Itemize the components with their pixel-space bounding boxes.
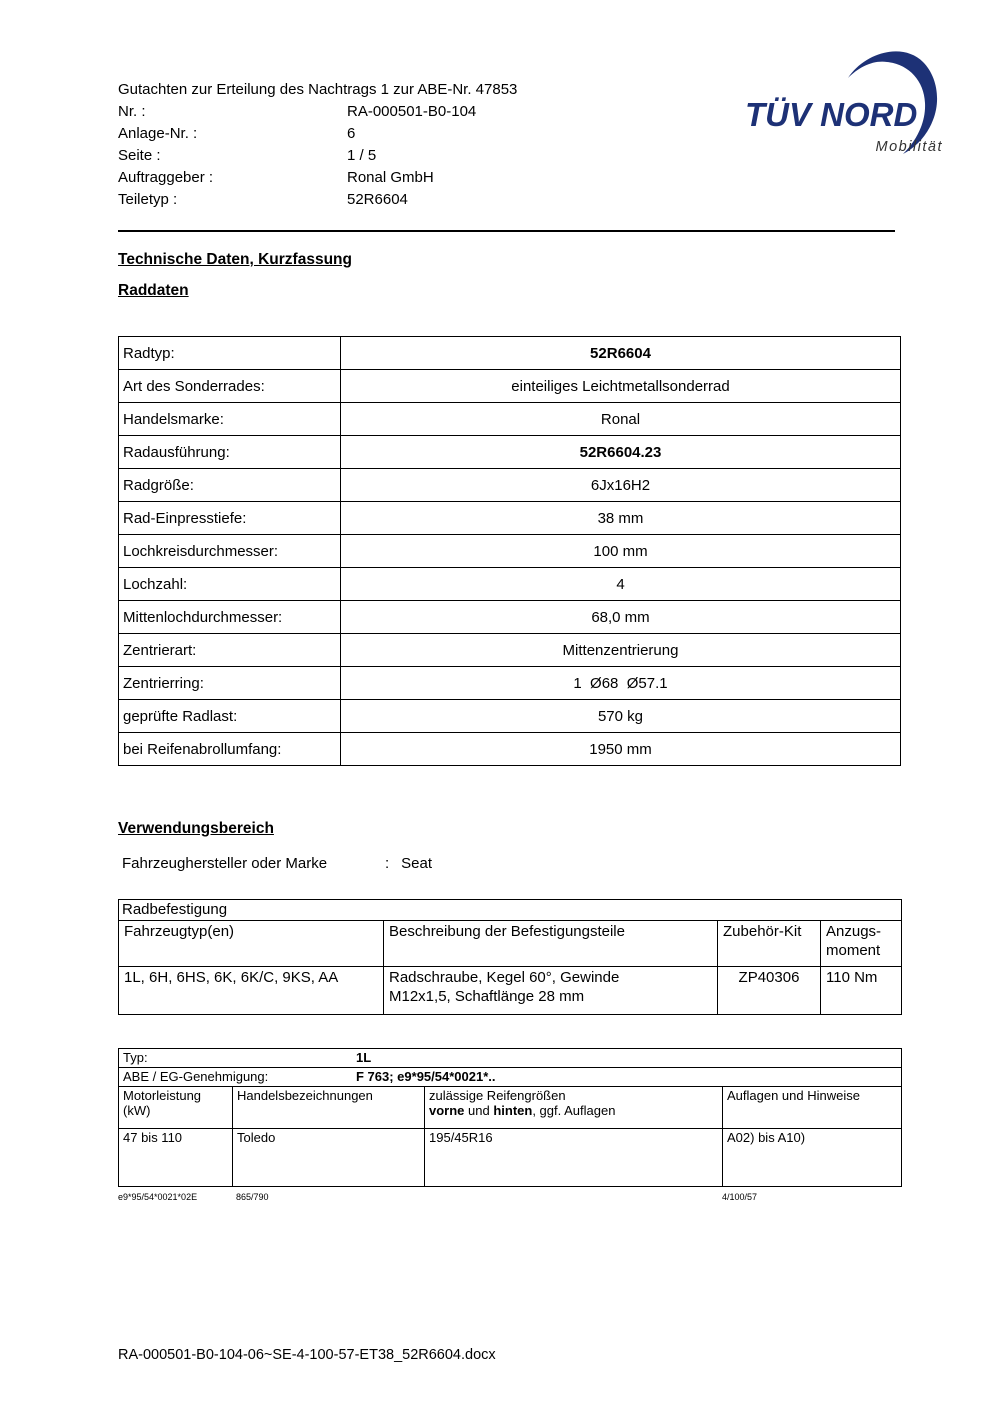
anzugsmoment-line2: moment xyxy=(826,942,881,959)
footnote-mid: 865/790 xyxy=(236,1192,269,1202)
raddaten-value: 52R6604 xyxy=(341,337,901,370)
table-row xyxy=(119,403,901,436)
document-header xyxy=(118,79,517,211)
document-footer-filename: RA-000501-B0-104-06~SE-4-100-57-ET38_52R6604.docx xyxy=(118,1347,496,1363)
field-label-anlage: Anlage-Nr. : xyxy=(118,125,198,142)
reifen-rest: , ggf. Auflagen xyxy=(532,1103,616,1118)
typ-row xyxy=(119,1049,902,1068)
raddaten-value: einteiliges Leichtmetallsonderrad xyxy=(341,370,901,403)
header-field-row xyxy=(118,167,517,189)
table-row xyxy=(119,601,901,634)
raddaten-label: Rad-Einpresstiefe: xyxy=(119,502,341,535)
cell-fahrzeugtyp: 1L, 6H, 6HS, 6K, 6K/C, 9KS, AA xyxy=(119,967,384,1015)
table-header-row xyxy=(119,1087,902,1129)
field-value-teiletyp: 52R6604 xyxy=(347,191,408,208)
reifen-und: und xyxy=(464,1103,494,1118)
raddaten-value: 570 kg xyxy=(341,700,901,733)
raddaten-label: Radtyp: xyxy=(119,337,341,370)
raddaten-value: 68,0 mm xyxy=(341,601,901,634)
logo-brand-text: TÜV NORD xyxy=(745,96,918,133)
field-value-nr: RA-000501-B0-104 xyxy=(347,103,477,120)
anzugsmoment-line1: Anzugs- xyxy=(826,923,882,940)
column-header-beschreibung: Beschreibung der Befestigungsteile xyxy=(384,921,718,967)
logo-tagline: Mobilität xyxy=(875,139,943,155)
reifengroessen-line2 xyxy=(429,1103,718,1118)
table-row xyxy=(119,1129,902,1187)
abe-label: ABE / EG-Genehmigung: xyxy=(123,1069,269,1084)
table-row xyxy=(119,370,901,403)
header-field-row xyxy=(118,123,517,145)
reifen-vorne: vorne xyxy=(429,1103,465,1118)
motorleistung-line1: Motorleistung xyxy=(123,1088,202,1103)
beschreibung-line2: M12x1,5, Schaftlänge 28 mm xyxy=(389,988,585,1005)
raddaten-value: Ronal xyxy=(341,403,901,436)
header-field-row xyxy=(118,189,517,211)
table-row xyxy=(119,502,901,535)
column-header-reifengroessen xyxy=(425,1087,723,1129)
typ-table xyxy=(118,1048,902,1187)
field-label-seite: Seite : xyxy=(118,147,161,164)
table-row xyxy=(119,700,901,733)
raddaten-value: 38 mm xyxy=(341,502,901,535)
field-value-seite: 1 / 5 xyxy=(347,147,377,164)
table-row xyxy=(119,1068,902,1087)
table-row xyxy=(119,900,902,921)
cell-auflagen: A02) bis A10) xyxy=(723,1129,902,1187)
raddaten-label: Radausführung: xyxy=(119,436,341,469)
field-value-anlage: 6 xyxy=(347,125,356,142)
table-row xyxy=(119,337,901,370)
header-field-row xyxy=(118,145,517,167)
column-header-motorleistung xyxy=(119,1087,233,1129)
table-row xyxy=(119,667,901,700)
raddaten-label: bei Reifenabrollumfang: xyxy=(119,733,341,766)
raddaten-value: Mittenzentrierung xyxy=(341,634,901,667)
column-header-fahrzeugtyp: Fahrzeugtyp(en) xyxy=(119,921,384,967)
beschreibung-line1: Radschraube, Kegel 60°, Gewinde xyxy=(389,969,620,986)
hersteller-separator: : xyxy=(385,855,390,872)
column-header-auflagen: Auflagen und Hinweise xyxy=(723,1087,902,1129)
field-value-auftraggeber: Ronal GmbH xyxy=(347,169,434,186)
raddaten-table xyxy=(118,336,901,766)
raddaten-label: geprüfte Radlast: xyxy=(119,700,341,733)
verwendungsbereich-heading: Verwendungsbereich xyxy=(118,820,274,837)
radbefestigung-table xyxy=(118,899,902,1015)
table-row xyxy=(119,436,901,469)
hersteller-value: Seat xyxy=(401,855,433,872)
tuev-nord-logo xyxy=(745,48,945,173)
table-row xyxy=(119,967,902,1015)
table-row xyxy=(119,634,901,667)
raddaten-label: Radgröße: xyxy=(119,469,341,502)
tuev-nord-logo-icon xyxy=(745,48,945,173)
raddaten-label: Zentrierring: xyxy=(119,667,341,700)
radbefestigung-title: Radbefestigung xyxy=(119,900,902,921)
field-label-nr: Nr. : xyxy=(118,103,146,120)
raddaten-value: 4 xyxy=(341,568,901,601)
field-label-auftraggeber: Auftraggeber : xyxy=(118,169,214,186)
table-header-row xyxy=(119,921,902,967)
reifengroessen-line1: zulässige Reifengrößen xyxy=(429,1088,566,1103)
footnote-right: 4/100/57 xyxy=(722,1192,758,1202)
table-row xyxy=(119,1049,902,1068)
raddaten-label: Art des Sonderrades: xyxy=(119,370,341,403)
abe-value: F 763; e9*95/54*0021*.. xyxy=(356,1069,496,1084)
hersteller-label: Fahrzeughersteller oder Marke xyxy=(122,855,328,872)
raddaten-value: 6Jx16H2 xyxy=(341,469,901,502)
raddaten-subheading: Raddaten xyxy=(118,282,189,299)
cell-motorleistung: 47 bis 110 xyxy=(119,1129,233,1187)
raddaten-label: Zentrierart: xyxy=(119,634,341,667)
cell-beschreibung xyxy=(384,967,718,1015)
header-divider xyxy=(118,230,895,232)
raddaten-value: 100 mm xyxy=(341,535,901,568)
raddaten-label: Handelsmarke: xyxy=(119,403,341,436)
header-field-row xyxy=(118,101,517,123)
raddaten-value: 1950 mm xyxy=(341,733,901,766)
reifen-hinten: hinten xyxy=(493,1103,533,1118)
column-header-handelsbezeichnungen: Handelsbezeichnungen xyxy=(233,1087,425,1129)
column-header-anzugsmoment xyxy=(821,921,902,967)
table-row xyxy=(119,469,901,502)
document-title: Gutachten zur Erteilung des Nachtrags 1 zur ABE-Nr. 47853 xyxy=(118,81,518,98)
raddaten-value: 1 Ø68 Ø57.1 xyxy=(341,667,901,700)
table-row xyxy=(119,733,901,766)
cell-handelsbezeichnung: Toledo xyxy=(233,1129,425,1187)
table-row xyxy=(119,568,901,601)
typ-label: Typ: xyxy=(123,1050,148,1065)
cell-anzugsmoment: 110 Nm xyxy=(821,967,902,1015)
typ-table-footnotes xyxy=(118,1192,901,1204)
cell-zubehoer: ZP40306 xyxy=(718,967,821,1015)
typ-value: 1L xyxy=(356,1050,372,1065)
hersteller-line xyxy=(122,855,432,872)
tech-section-heading: Technische Daten, Kurzfassung xyxy=(118,251,352,268)
cell-reifengroesse: 195/45R16 xyxy=(425,1129,723,1187)
abe-row xyxy=(119,1068,902,1087)
footnote-left: e9*95/54*0021*02E xyxy=(118,1192,198,1202)
raddaten-label: Lochkreisdurchmesser: xyxy=(119,535,341,568)
motorleistung-line2: (kW) xyxy=(123,1103,151,1118)
raddaten-value: 52R6604.23 xyxy=(341,436,901,469)
raddaten-label: Lochzahl: xyxy=(119,568,341,601)
raddaten-label: Mittenlochdurchmesser: xyxy=(119,601,341,634)
field-label-teiletyp: Teiletyp : xyxy=(118,191,178,208)
column-header-zubehoer: Zubehör-Kit xyxy=(718,921,821,967)
table-row xyxy=(119,535,901,568)
